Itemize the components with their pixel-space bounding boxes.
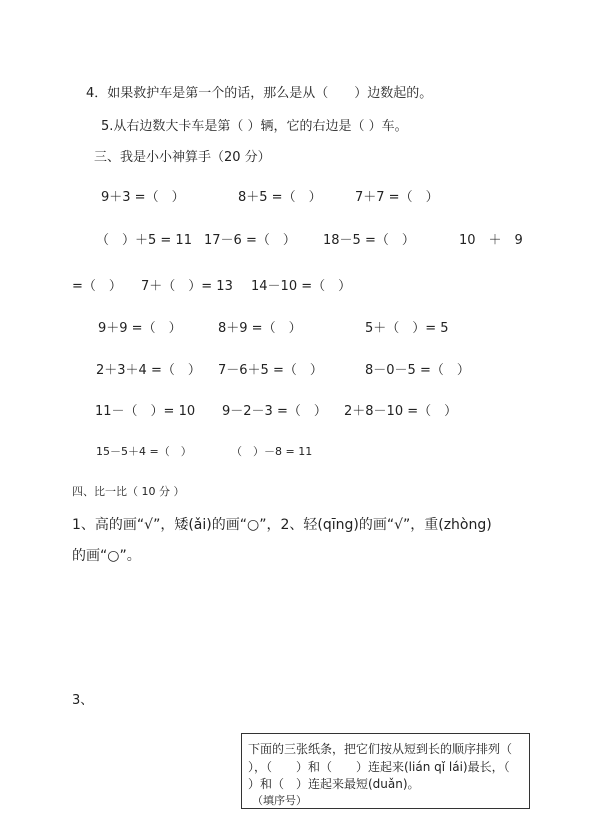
equation-4a: 9＋9 =（ ） xyxy=(98,321,182,336)
instruction-box-line-2: ），（ ）和（ ）连起来(lián qǐ lái)最长，（ xyxy=(248,760,510,774)
compare-instructions-line-1: 1、高的画“√”，矮(ǎi)的画“○”，2、轻(qīng)的画“√”，重(zhòng) xyxy=(72,517,492,533)
compare-instructions-line-2: 的画“○”。 xyxy=(72,548,141,564)
section-4-title: 四、比一比（ 10 分 ） xyxy=(72,485,185,498)
instruction-box-line-3: ）和（ ）连起来最短(duǎn)。 xyxy=(248,777,420,791)
equation-4c: 5＋（ ）= 5 xyxy=(365,321,449,336)
equation-5b: 7－6＋5 =（ ） xyxy=(218,363,323,378)
question-5: 5.从右边数大卡车是第（ ）辆，它的右边是（ ）车。 xyxy=(101,119,408,134)
instruction-box xyxy=(241,733,530,809)
equation-2c: 18－5 =（ ） xyxy=(323,233,415,248)
equation-5a: 2＋3＋4 =（ ） xyxy=(96,363,201,378)
equation-6b: 9－2－3 =（ ） xyxy=(222,404,327,419)
item-3-label: 3、 xyxy=(72,693,94,708)
equation-2a: （ ）＋5 = 11 xyxy=(96,233,192,248)
instruction-box-line-4: （填序号） xyxy=(252,794,307,807)
equation-1b: 8＋5 =（ ） xyxy=(238,190,322,205)
equation-1c: 7＋7 =（ ） xyxy=(355,190,439,205)
section-3-title: 三、我是小小神算手（20 分） xyxy=(94,150,271,165)
equation-2b: 17－6 =（ ） xyxy=(204,233,296,248)
equation-3c: 14－10 =（ ） xyxy=(251,279,352,294)
question-4: 4．如果救护车是第一个的话，那么是从（ ）边数起的。 xyxy=(86,86,433,101)
equation-6a: 11－（ ）= 10 xyxy=(95,404,196,419)
equation-7b: （ ）－8 = 11 xyxy=(231,445,313,458)
equation-3a: =（ ） xyxy=(72,279,122,294)
instruction-box-line-1: 下面的三张纸条，把它们按从短到长的顺序排列（ xyxy=(248,742,513,756)
equation-1a: 9＋3 =（ ） xyxy=(101,190,185,205)
equation-4b: 8＋9 =（ ） xyxy=(218,321,302,336)
equation-5c: 8－0－5 =（ ） xyxy=(365,363,470,378)
equation-6c: 2＋8－10 =（ ） xyxy=(344,404,458,419)
equation-3b: 7＋（ ）= 13 xyxy=(141,279,233,294)
equation-2d: 10 ＋ 9 xyxy=(459,233,523,248)
equation-7a: 15－5＋4 =（ ） xyxy=(96,445,192,458)
